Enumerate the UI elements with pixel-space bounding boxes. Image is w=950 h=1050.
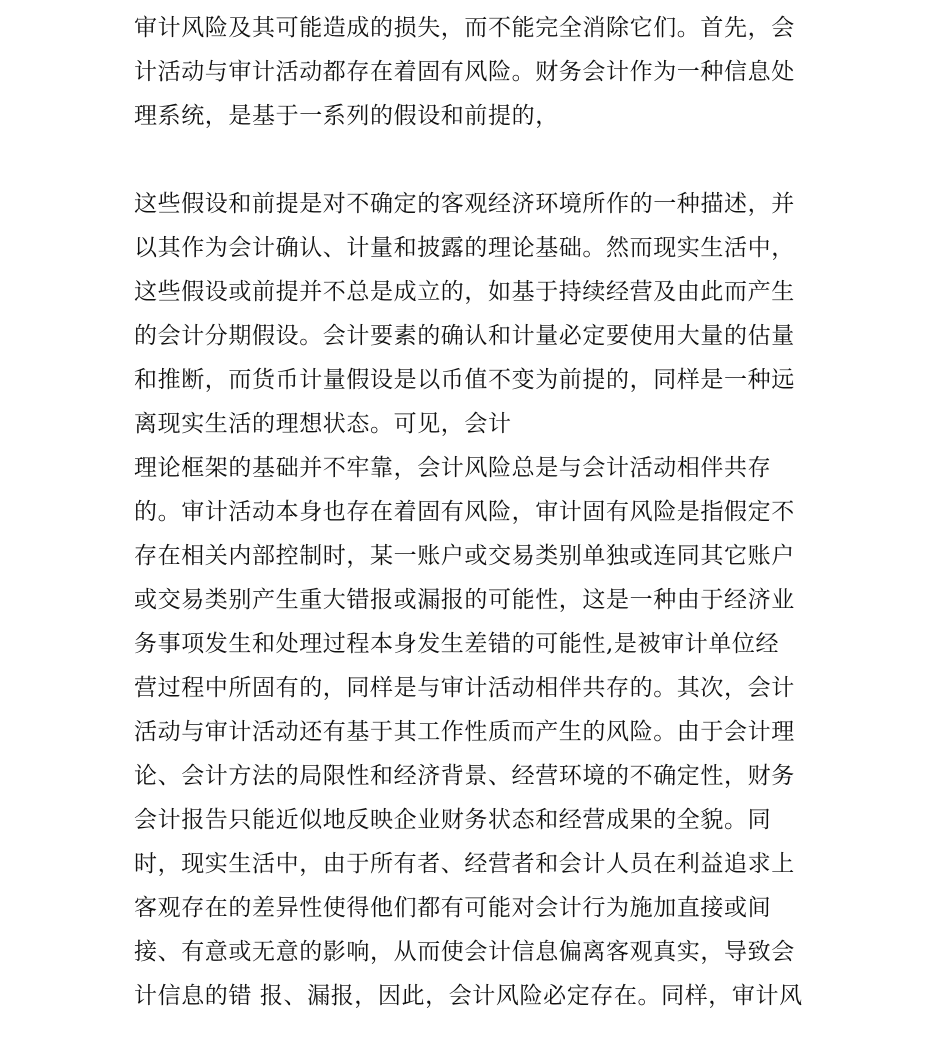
- paragraph-2: [134, 182, 834, 446]
- text-line: 的。审计活动本身也存在着固有风险，审计固有风险是指假定不: [134, 499, 795, 525]
- text-line: 离现实生活的理想状态。可见，会计: [134, 411, 512, 437]
- text-line: 务事项发生和处理过程本身发生差错的可能性,是被审计单位经: [134, 631, 780, 657]
- document-page: [134, 6, 834, 1018]
- text-line: 计活动与审计活动都存在着固有风险。财务会计作为一种信息处: [134, 59, 795, 85]
- text-line: 论、会计方法的局限性和经济背景、经营环境的不确定性，财务: [134, 763, 795, 789]
- text-line: 或交易类别产生重大错报或漏报的可能性，这是一种由于经济业: [134, 587, 795, 613]
- paragraph-3: [134, 446, 834, 1018]
- text-line: 计信息的错 报、漏报，因此，会计风险必定存在。同样，审计风: [134, 983, 803, 1009]
- text-line: 客观存在的差异性使得他们都有可能对会计行为施加直接或间: [134, 895, 772, 921]
- text-line: 时，现实生活中，由于所有者、经营者和会计人员在利益追求上: [134, 851, 795, 877]
- text-line: 理系统，是基于一系列的假设和前提的，: [134, 103, 559, 129]
- text-line: 这些假设和前提是对不确定的客观经济环境所作的一种描述，并: [134, 191, 795, 217]
- text-line: 营过程中所固有的，同样是与审计活动相伴共存的。其次，会计: [134, 675, 795, 701]
- text-line: 存在相关内部控制时，某一账户或交易类别单独或连同其它账户: [134, 543, 795, 569]
- text-line: 和推断，而货币计量假设是以币值不变为前提的，同样是一种远: [134, 367, 795, 393]
- text-line: 会计报告只能近似地反映企业财务状态和经营成果的全貌。同: [134, 807, 772, 833]
- text-line: 以其作为会计确认、计量和披露的理论基础。然而现实生活中，: [134, 235, 795, 261]
- paragraph-spacer: [134, 138, 834, 182]
- text-line: 的会计分期假设。会计要素的确认和计量必定要使用大量的估量: [134, 323, 795, 349]
- text-line: 审计风险及其可能造成的损失，而不能完全消除它们。首先，会: [134, 15, 795, 41]
- paragraph-1: [134, 6, 834, 138]
- text-line: 理论框架的基础并不牢靠，会计风险总是与会计活动相伴共存: [134, 455, 772, 481]
- text-line: 活动与审计活动还有基于其工作性质而产生的风险。由于会计理: [134, 719, 795, 745]
- text-line: 这些假设或前提并不总是成立的，如基于持续经营及由此而产生: [134, 279, 795, 305]
- text-line: 接、有意或无意的影响，从而使会计信息偏离客观真实，导致会: [134, 939, 795, 965]
